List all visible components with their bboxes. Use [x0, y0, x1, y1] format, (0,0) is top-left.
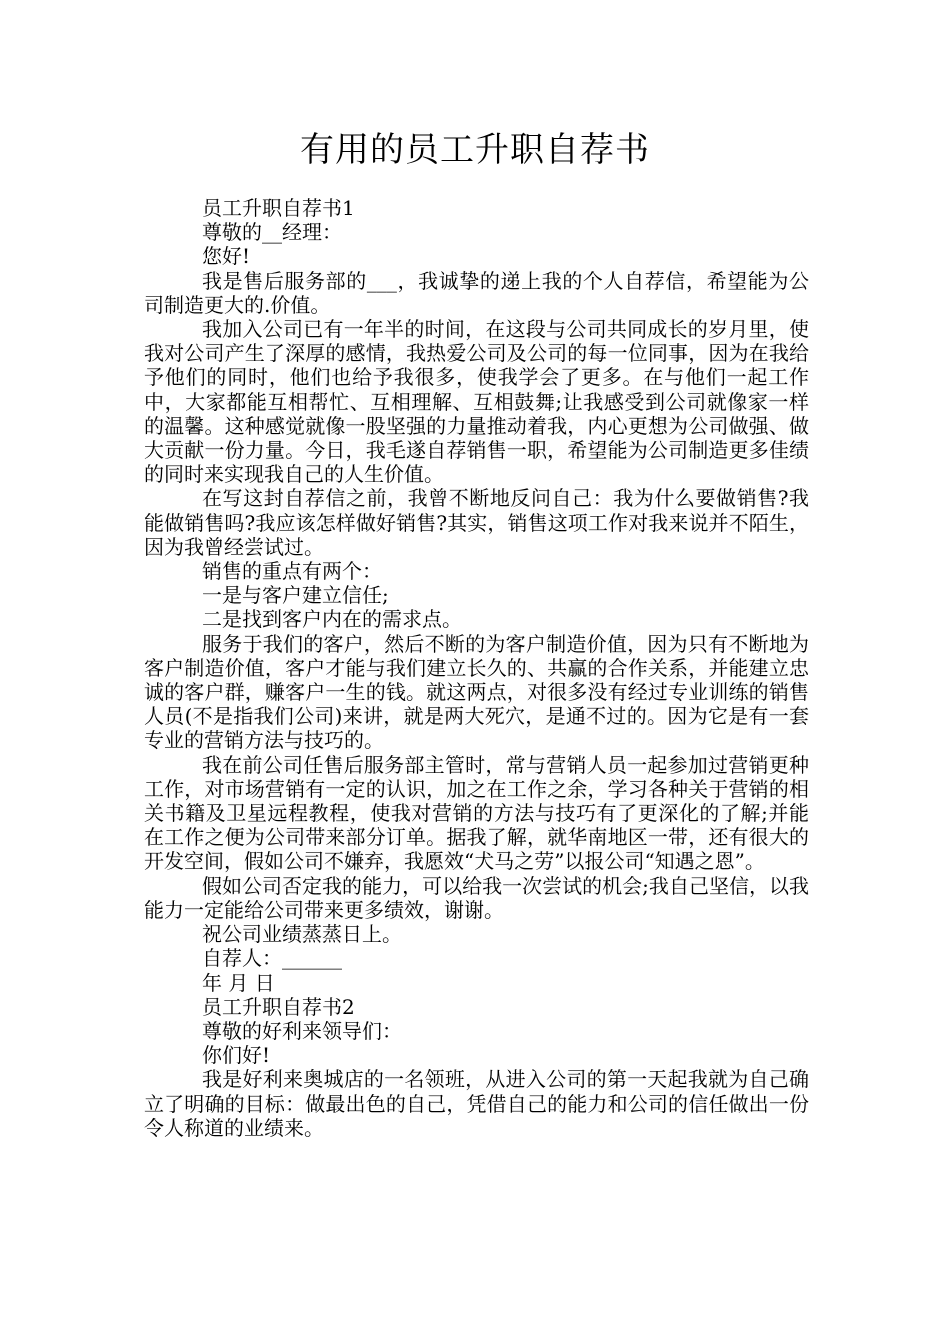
document-title: 有用的员工升职自荐书: [300, 130, 650, 170]
salutation: 尊敬的好利来领导们：: [202, 1018, 402, 1043]
section-heading: 员工升职自荐书2: [202, 994, 355, 1019]
paragraph: 销售的重点有两个：: [202, 559, 382, 584]
paragraph: 我是售后服务部的___，我诚挚的递上我的个人自荐信，希望能为公司制造更大的.价值。: [144, 268, 809, 317]
salutation: 尊敬的__经理：: [202, 220, 342, 245]
paragraph: 一是与客户建立信任;: [202, 583, 389, 608]
paragraph: 二是找到客户内在的需求点。: [202, 607, 462, 632]
paragraph: 假如公司否定我的能力，可以给我一次尝试的机会;我自己坚信，以我能力一定能给公司带来更多绩效，谢谢。: [144, 873, 809, 922]
closing-wish: 祝公司业绩蒸蒸日上。: [202, 922, 402, 947]
section-heading: 员工升职自荐书1: [202, 196, 355, 220]
paragraph: 我加入公司已有一年半的时间，在这段与公司共同成长的岁月里，使我对公司产生了深厚的感情，我热爱公司及公司的每一位同事，因为在我给予他们的同时，他们也给予我很多，使我学会了更多。在与他们一起工作中，大家都能互相帮忙、互相理解、互相鼓舞;让我感受到公司就像家一样的温馨。这种感觉就像一股坚强的力量推动着我，内心更想为公司做强、做大贡献一份力量。今日，我毛遂自荐销售一职，希望能为公司制造更多佳绩的同时来实现我自己的人生价值。: [144, 317, 809, 487]
paragraph: 在写这封自荐信之前，我曾不断地反问自己：我为什么要做销售?我能做销售吗?我应该怎样做好销售?其实，销售这项工作对我来说并不陌生，因为我曾经尝试过。: [144, 486, 809, 559]
date-line: 年 月 日: [202, 970, 275, 995]
paragraph: 我是好利来奥城店的一名领班，从进入公司的第一天起我就为自己确立了明确的目标：做最出色的自己，凭借自己的能力和公司的信任做出一份令人称道的业绩来。: [144, 1067, 809, 1140]
paragraph: 我在前公司任售后服务部主管时，常与营销人员一起参加过营销更种工作，对市场营销有一定的认识，加之在工作之余，学习各种关于营销的相关书籍及卫星远程教程，使我对营销的方法与技巧有了更深化的了解;并能在工作之便为公司带来部分订单。据我了解，就华南地区一带，还有很大的开发空间，假如公司不嫌弃，我愿效“犬马之劳”以报公司“知遇之恩”。: [144, 752, 809, 874]
signature-line: 自荐人：______: [202, 946, 342, 971]
paragraph: 服务于我们的客户，然后不断的为客户制造价值，因为只有不断地为客户制造价值，客户才能与我们建立长久的、共赢的合作关系，并能建立忠诚的客户群，赚客户一生的钱。就这两点，对很多没有经过专业训练的销售人员(不是指我们公司)来讲，就是两大死穴，是通不过的。因为它是有一套专业的营销方法与技巧的。: [144, 631, 809, 753]
greeting: 你们好!: [202, 1043, 271, 1068]
document-body: [144, 196, 809, 1140]
greeting: 您好!: [202, 244, 251, 269]
